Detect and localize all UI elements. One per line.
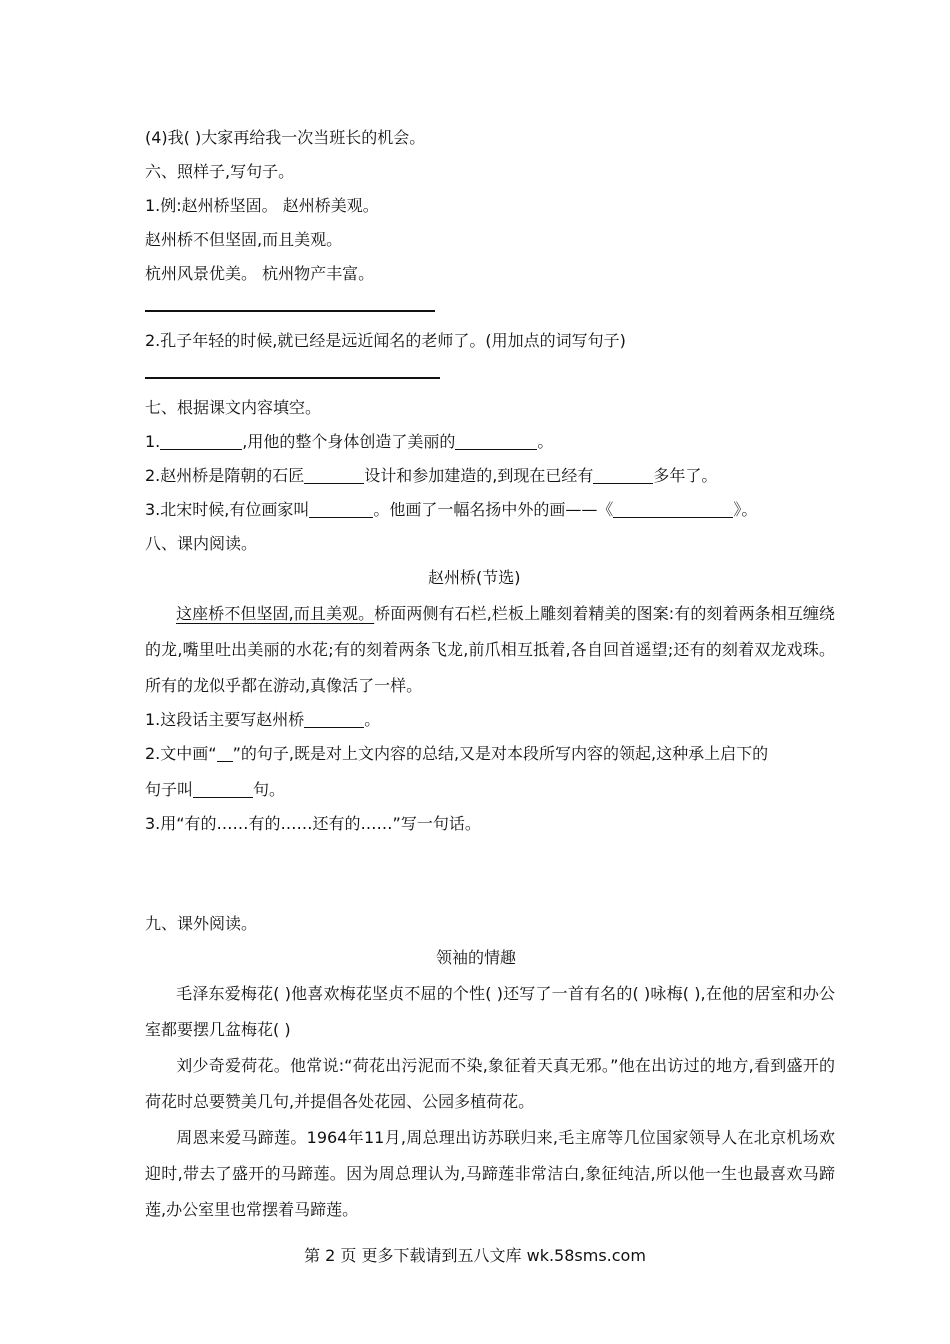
passage-title-zhaozhou: 赵州桥(节选) xyxy=(428,568,521,587)
fill-blank[interactable] xyxy=(593,467,653,484)
section-7-title: 七、根据课文内容填空。 xyxy=(145,398,322,417)
section-7-q1: 1. ,用他的整个身体创造了美丽的 。 xyxy=(145,432,554,451)
section-6-q1-example: 1.例:赵州桥坚固。 赵州桥美观。 xyxy=(145,196,379,215)
question-4: (4)我( )大家再给我一次当班长的机会。 xyxy=(145,128,426,147)
passage-zhaozhou: 这座桥不但坚固,而且美观。桥面两侧有石栏,栏板上雕刻着精美的图案:有的刻着两条相互缠绕的龙,嘴里吐出美丽的水花;有的刻着两条飞龙,前爪相互抵着,各自回首遥望;还有的刻着双龙戏珠。所有的龙似乎都在游动,真像活了一样。 xyxy=(145,604,835,695)
passage-paragraph-3: 周恩来爱马蹄莲。1964年11月,周总理出访苏联归来,毛主席等几位国家领导人在北京机场欢迎时,带去了盛开的马蹄莲。因为周总理认为,马蹄莲非常洁白,象征纯洁,所以他一生也最喜欢马蹄莲,办公室里也常摆着马蹄莲。 xyxy=(145,1128,835,1219)
section-6-q1-model: 赵州桥不但坚固,而且美观。 xyxy=(145,230,343,249)
section-6-title: 六、照样子,写句子。 xyxy=(145,162,295,181)
answer-line-1[interactable] xyxy=(145,310,435,312)
fill-blank[interactable] xyxy=(160,433,242,450)
passage-paragraph-1: 毛泽东爱梅花( )他喜欢梅花坚贞不屈的个性( )还写了一首有名的( )咏梅( ),在他的居室和办公室都要摆几盆梅花( ) xyxy=(145,984,835,1039)
underline-symbol xyxy=(217,745,233,762)
fill-blank[interactable] xyxy=(304,467,364,484)
section-6-q1-task: 杭州风景优美。 杭州物产丰富。 xyxy=(145,264,375,283)
fill-blank[interactable] xyxy=(193,781,253,798)
section-8-q2: 2.文中画“ ”的句子,既是对上文内容的总结,又是对本段所写内容的领起,这种承上启下的 xyxy=(145,744,769,763)
section-8-title: 八、课内阅读。 xyxy=(145,534,258,553)
section-9-title: 九、课外阅读。 xyxy=(145,914,258,933)
fill-blank[interactable] xyxy=(304,711,364,728)
section-8-q1: 1.这段话主要写赵州桥 。 xyxy=(145,710,381,729)
section-6-q2: 2.孔子年轻的时候,就已经是远近闻名的老师了。(用加点的词写句子) xyxy=(145,331,626,350)
section-7-q2: 2.赵州桥是隋朝的石匠 设计和参加建造的,到现在已经有 多年了。 xyxy=(145,466,718,485)
fill-blank[interactable] xyxy=(309,501,373,518)
underlined-sentence: 这座桥不但坚固,而且美观。 xyxy=(176,604,375,623)
section-7-q3: 3.北宋时候,有位画家叫 。他画了一幅名扬中外的画——《 》。 xyxy=(145,500,758,519)
section-8-q3: 3.用“有的……有的……还有的……”写一句话。 xyxy=(145,814,481,833)
fill-blank[interactable] xyxy=(455,433,537,450)
passage-title-leaders: 领袖的情趣 xyxy=(436,948,517,967)
fill-blank[interactable] xyxy=(613,501,733,518)
section-8-q2-cont: 句子叫 句。 xyxy=(145,780,286,799)
page-footer: 第 2 页 更多下载请到五八文库 wk.58sms.com xyxy=(304,1246,646,1265)
passage-paragraph-2: 刘少奇爱荷花。他常说:“荷花出污泥而不染,象征着天真无邪。”他在出访过的地方,看到盛开的荷花时总要赞美几句,并提倡各处花园、公园多植荷花。 xyxy=(145,1056,835,1111)
answer-line-2[interactable] xyxy=(145,377,440,379)
